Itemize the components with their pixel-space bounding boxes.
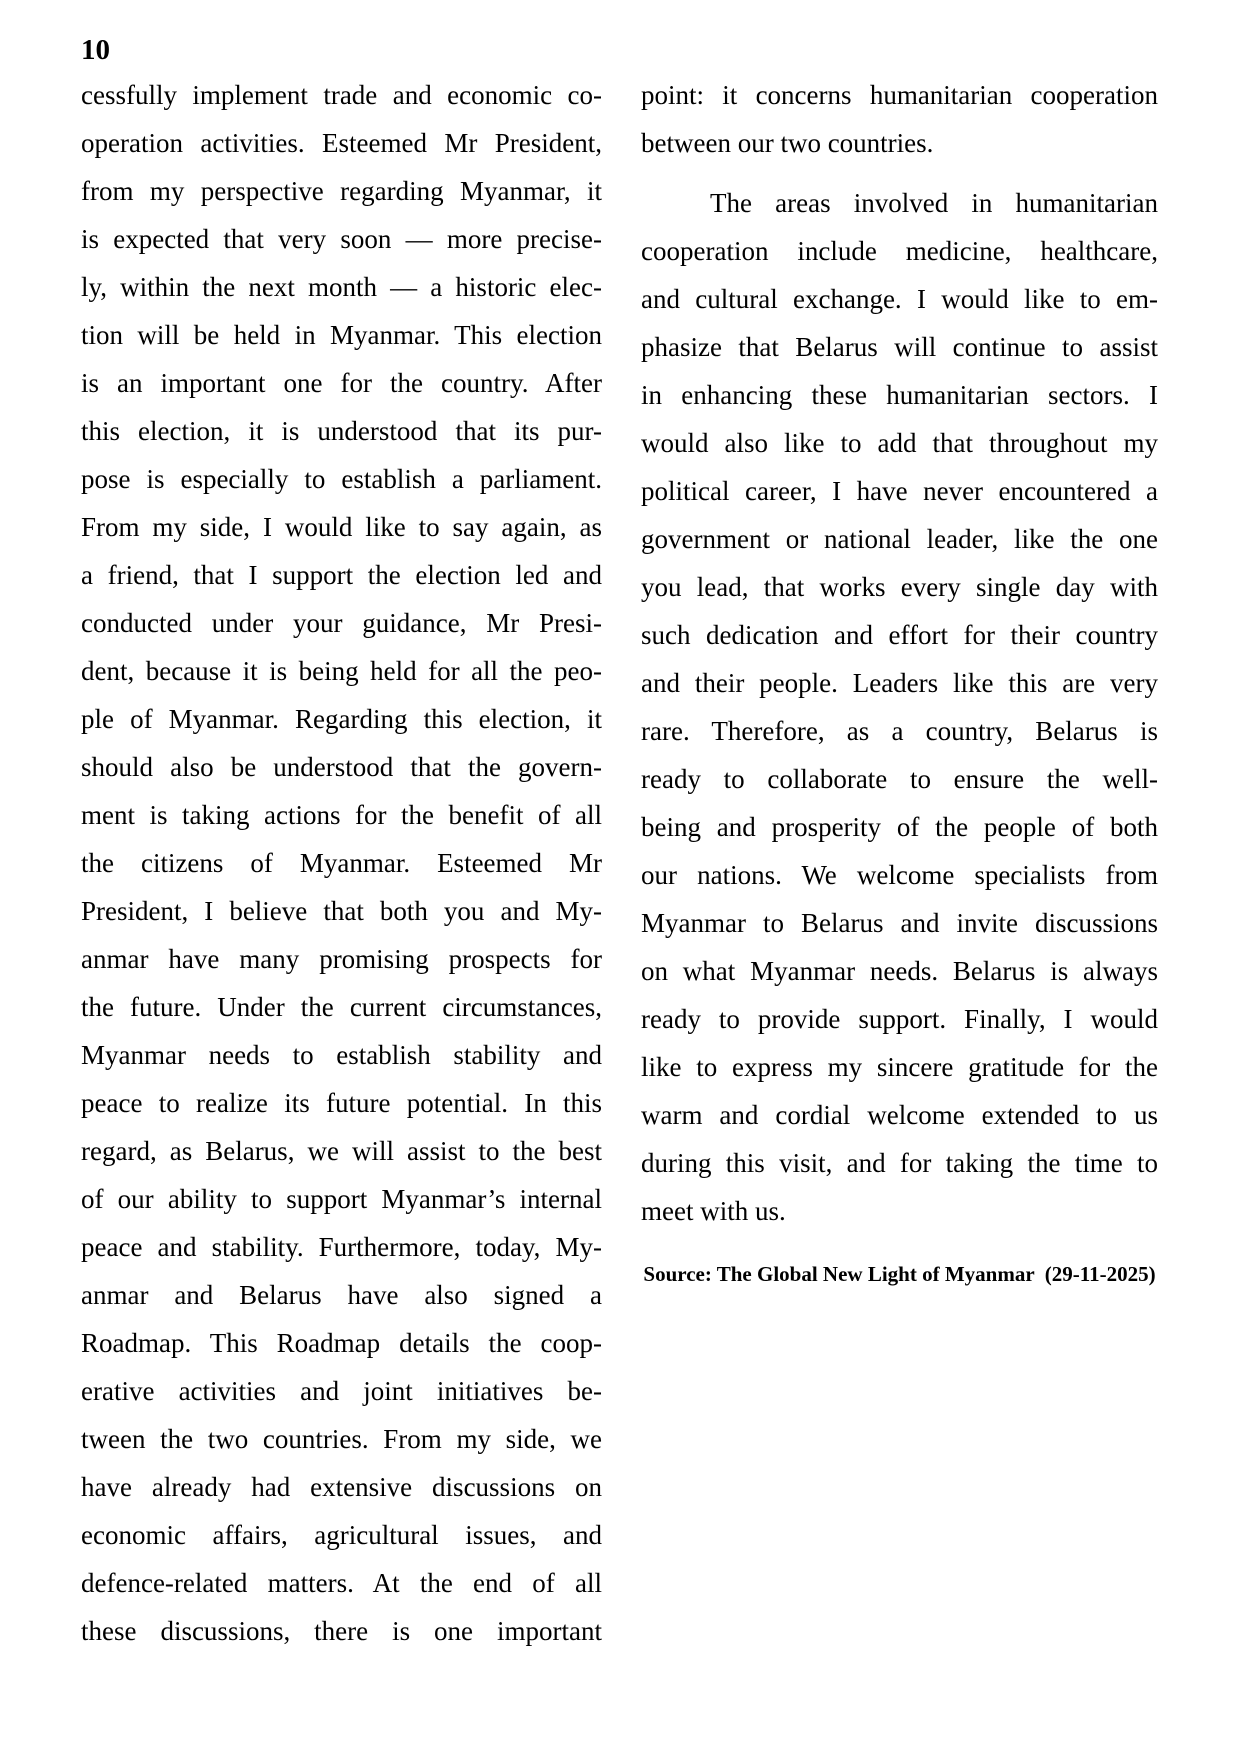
- text-line: erative activities and joint initiatives be-: [81, 1376, 602, 1406]
- paragraph: [641, 71, 1158, 167]
- text-line: operation activities. Esteemed Mr President,: [81, 128, 602, 158]
- text-line: such dedication and effort for their country: [641, 620, 1158, 650]
- text-line: and their people. Leaders like this are very: [641, 668, 1158, 698]
- text-line: ready to provide support. Finally, I would: [641, 1004, 1158, 1034]
- text-line: ly, within the next month — a historic elec-: [81, 272, 602, 302]
- text-line: would also like to add that throughout my: [641, 428, 1158, 458]
- text-line: on what Myanmar needs. Belarus is always: [641, 956, 1158, 986]
- text-line: anmar and Belarus have also signed a: [81, 1280, 602, 1310]
- text-line: point: it concerns humanitarian cooperation: [641, 80, 1158, 110]
- text-line: economic affairs, agricultural issues, and: [81, 1520, 602, 1550]
- text-line: you lead, that works every single day with: [641, 572, 1158, 602]
- page-number: 10: [81, 34, 110, 66]
- text-line: conducted under your guidance, Mr Presi-: [81, 608, 602, 638]
- text-line: warm and cordial welcome extended to us: [641, 1100, 1158, 1130]
- text-line: is an important one for the country. After: [81, 368, 602, 398]
- text-line: rare. Therefore, as a country, Belarus is: [641, 716, 1158, 746]
- text-line: tion will be held in Myanmar. This election: [81, 320, 602, 350]
- text-line: this election, it is understood that its pur-: [81, 416, 602, 446]
- text-line: these discussions, there is one important: [81, 1616, 602, 1646]
- article-body: [81, 71, 1158, 1655]
- text-line: and cultural exchange. I would like to em-: [641, 284, 1158, 314]
- right-column: [641, 71, 1158, 1655]
- text-line: during this visit, and for taking the time to: [641, 1148, 1158, 1178]
- text-line: from my perspective regarding Myanmar, it: [81, 176, 602, 206]
- text-line: pose is especially to establish a parliament.: [81, 464, 602, 494]
- text-line: peace to realize its future potential. In this: [81, 1088, 602, 1118]
- text-line: cessfully implement trade and economic co-: [81, 80, 602, 110]
- text-line: a friend, that I support the election led and: [81, 560, 602, 590]
- text-line: ready to collaborate to ensure the well-: [641, 764, 1158, 794]
- text-line: President, I believe that both you and My-: [81, 896, 602, 926]
- text-line: phasize that Belarus will continue to assist: [641, 332, 1158, 362]
- text-line: tween the two countries. From my side, we: [81, 1424, 602, 1454]
- text-line: being and prosperity of the people of both: [641, 812, 1158, 842]
- text-line: cooperation include medicine, healthcare,: [641, 236, 1158, 266]
- text-line: is expected that very soon — more precise-: [81, 224, 602, 254]
- text-line: defence-related matters. At the end of all: [81, 1568, 602, 1598]
- text-line: in enhancing these humanitarian sectors. I: [641, 380, 1158, 410]
- paragraph: [81, 71, 602, 1655]
- text-line: the future. Under the current circumstances,: [81, 992, 602, 1022]
- text-line: political career, I have never encountered a: [641, 476, 1158, 506]
- text-line: ple of Myanmar. Regarding this election, it: [81, 704, 602, 734]
- text-line: should also be understood that the govern-: [81, 752, 602, 782]
- text-line: our nations. We welcome specialists from: [641, 860, 1158, 890]
- text-line: of our ability to support Myanmar’s internal: [81, 1184, 602, 1214]
- text-line: the citizens of Myanmar. Esteemed Mr: [81, 848, 602, 878]
- paragraph: [641, 179, 1158, 1235]
- text-line: Roadmap. This Roadmap details the coop-: [81, 1328, 602, 1358]
- text-line: peace and stability. Furthermore, today, My-: [81, 1232, 602, 1262]
- text-line: government or national leader, like the one: [641, 524, 1158, 554]
- text-line: regard, as Belarus, we will assist to the best: [81, 1136, 602, 1166]
- text-line: Myanmar to Belarus and invite discussions: [641, 908, 1158, 938]
- text-line: anmar have many promising prospects for: [81, 944, 602, 974]
- text-line: between our two countries.: [641, 128, 934, 158]
- text-line: dent, because it is being held for all the peo-: [81, 656, 602, 686]
- text-line: like to express my sincere gratitude for the: [641, 1052, 1158, 1082]
- left-column: [81, 71, 602, 1655]
- text-line: ment is taking actions for the benefit of all: [81, 800, 602, 830]
- text-line: Myanmar needs to establish stability and: [81, 1040, 602, 1070]
- text-line: meet with us.: [641, 1196, 786, 1226]
- text-line: From my side, I would like to say again, as: [81, 512, 602, 542]
- text-line: have already had extensive discussions on: [81, 1472, 602, 1502]
- source-attribution: Source: The Global New Light of Myanmar (29-11-2025): [643, 1262, 1156, 1286]
- text-line: The areas involved in humanitarian: [710, 188, 1158, 218]
